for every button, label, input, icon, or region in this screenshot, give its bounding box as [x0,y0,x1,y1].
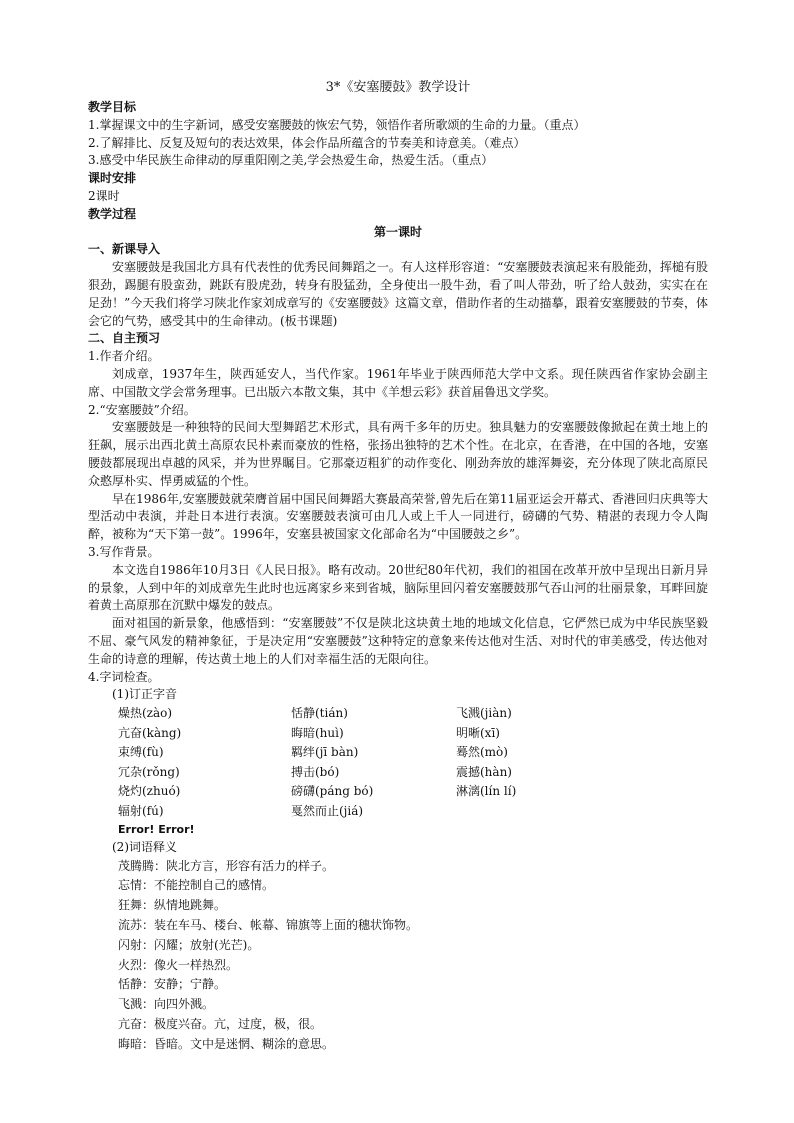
pronunciation-item: 淋漓(lín lí) [456,784,517,799]
drum-paragraph: 安塞腰鼓是一种独特的民间大型舞蹈艺术形式，具有两千多年的历史。独具魅力的安塞腰鼓像掀起在黄土地上的狂飙，展示出西北黄土高原农民朴素而豪放的性格，张扬出独特的艺术个性。在北京，在香港，在中国的各地，安塞腰鼓都展现出卓越的风采，并为世界瞩目。它那豪迈粗犷的动作变化、刚劲奔放的雄浑舞姿，充分体现了陕北高原民众憨厚朴实、悍勇威猛的个性。 [88,420,708,488]
error-text: Error! Error! [118,823,195,837]
pronunciation-grid [88,704,708,821]
definition-item: 亢奋：极度兴奋。亢，过度，极，很。 [118,1017,323,1032]
drum-paragraph: 早在1986年,安塞腰鼓就荣膺首届中国民间舞蹈大赛最高荣誉,曾先后在第11届亚运会开幕式、香港回归庆典等大型活动中表演，并赴日本进行表演。安塞腰鼓表演可由几人或上千人一同进行，磅礴的气势、精湛的表现力令人陶醉，被称为“天下第一鼓”。1996年，安塞县被国家文化部命名为“中国腰鼓之乡”。 [88,491,708,542]
pronunciation-item: 燥热(zào) [118,706,173,721]
definition-item: 忘情：不能控制自己的感情。 [118,878,275,893]
intro-paragraph: 安塞腰鼓是我国北方具有代表性的优秀民间舞蹈之一。有人这样形容道：“安塞腰鼓表演起来有股能劲，挥槌有股狠劲，踢腿有股蛮劲，跳跃有股虎劲，转身有股猛劲，全身使出一股牛劲，看了叫人带劲，听了给人鼓劲，实实在在足劲！”今天我们将学习陕北作家刘成章写的《安塞腰鼓》这篇文章，借助作者的生动描摹，跟着安塞腰鼓的节奏，体会它的气势，感受其中的生命律动。(板书课题) [88,260,708,328]
document-page [88,78,708,1055]
pronunciation-item: 恬静(tián) [291,706,348,721]
definition-item: 茂腾腾：陕北方言，形容有活力的样子。 [118,858,335,873]
objective-item: 3.感受中华民族生命律动的厚重阳刚之美,学会热爱生命，热爱生活。（重点） [88,153,494,168]
section-heading-preview: 二、自主预习 [88,331,161,346]
drum-heading: 2.“安塞腰鼓”介绍。 [88,402,196,417]
pronunciation-item: 蓦然(mò) [456,745,508,760]
objective-item: 1.掌握课文中的生字新词，感受安塞腰鼓的恢宏气势，领悟作者所歌颂的生命的力量。（重点） [88,117,586,132]
document-title: 3*《安塞腰鼓》教学设计 [325,80,471,95]
pronunciation-item: 磅礴(páng bó) [291,784,374,799]
lesson-heading: 第一课时 [373,224,422,239]
background-paragraph: 本文选自1986年10月3日《人民日报》。略有改动。20世纪80年代初，我们的祖国在改革开放中呈现出日新月异的景象，人到中年的刘成章先生此时也远离家乡来到省城，脑际里回闪着安塞腰鼓那气吞山河的壮丽景象，耳畔回旋着黄土高原那在沉默中爆发的鼓点。 [88,562,708,613]
objective-item: 2.了解排比、反复及短句的表达效果，体会作品所蕴含的节奏美和诗意美。（难点） [88,135,526,150]
definition-item: 飞溅：向四外溅。 [118,997,215,1012]
pronunciation-item: 羁绊(jī bàn) [291,745,359,760]
pronunciation-item: 束缚(fù) [118,745,164,760]
definitions-list [88,857,708,1055]
pronunciation-heading: (1)订正字音 [112,687,177,702]
pronunciation-item: 震撼(hàn) [456,764,512,779]
schedule-heading: 课时安排 [88,171,137,186]
definition-item: 狂舞：纵情地跳舞。 [118,898,227,913]
words-heading: 4.字词检查。 [88,669,160,684]
pronunciation-item: 搏击(bó) [291,764,340,779]
definition-item: 流苏：装在车马、楼台、帐幕、锦旗等上面的穗状饰物。 [118,918,419,933]
definitions-heading: (2)词语释义 [112,839,177,854]
definition-item: 火烈：像火一样热烈。 [118,957,239,972]
pronunciation-item: 冗杂(rǒng) [118,764,180,779]
pronunciation-item: 亢奋(kàng) [118,725,182,740]
pronunciation-item: 戛然而止(jiá) [291,803,364,818]
background-heading: 3.写作背景。 [88,544,160,559]
definition-item: 闪射：闪耀；放射(光芒)。 [118,937,260,952]
pronunciation-item: 明晰(xī) [456,725,500,740]
background-paragraph: 面对祖国的新景象，他感悟到：“安塞腰鼓”不仅是陕北这块黄土地的地域文化信息，它俨然已成为中华民族坚毅不屈、豪气风发的精神象征，于是决定用“安塞腰鼓”这种特定的意象来传达他对生活、对时代的审美感受，传达他对生命的诗意的理解，传达黄土地上的人们对幸福生活的无限向往。 [88,616,708,666]
pronunciation-item: 烧灼(zhuó) [118,784,181,799]
definition-item: 晦暗：昏暗。文中是迷惘、糊涂的意思。 [118,1036,335,1051]
author-heading: 1.作者介绍。 [88,349,160,364]
pronunciation-item: 辐射(fú) [118,803,164,818]
definition-item: 恬静：安静；宁静。 [118,977,227,992]
pronunciation-item: 晦暗(huì) [291,725,344,740]
pronunciation-item [456,802,606,822]
objectives-heading: 教学目标 [88,100,137,114]
process-heading: 教学过程 [88,206,137,221]
author-paragraph: 刘成章，1937年生，陕西延安人，当代作家。1961年毕业于陕西师范大学中文系。现任陕西省作家协会副主席、中国散文学会常务理事。已出版六本散文集，其中《羊想云彩》获首届鲁迅文学奖。 [88,366,708,399]
section-heading-intro: 一、新课导入 [88,242,161,257]
pronunciation-item: 飞溅(jiàn) [456,706,512,721]
schedule-value: 2课时 [88,188,120,203]
